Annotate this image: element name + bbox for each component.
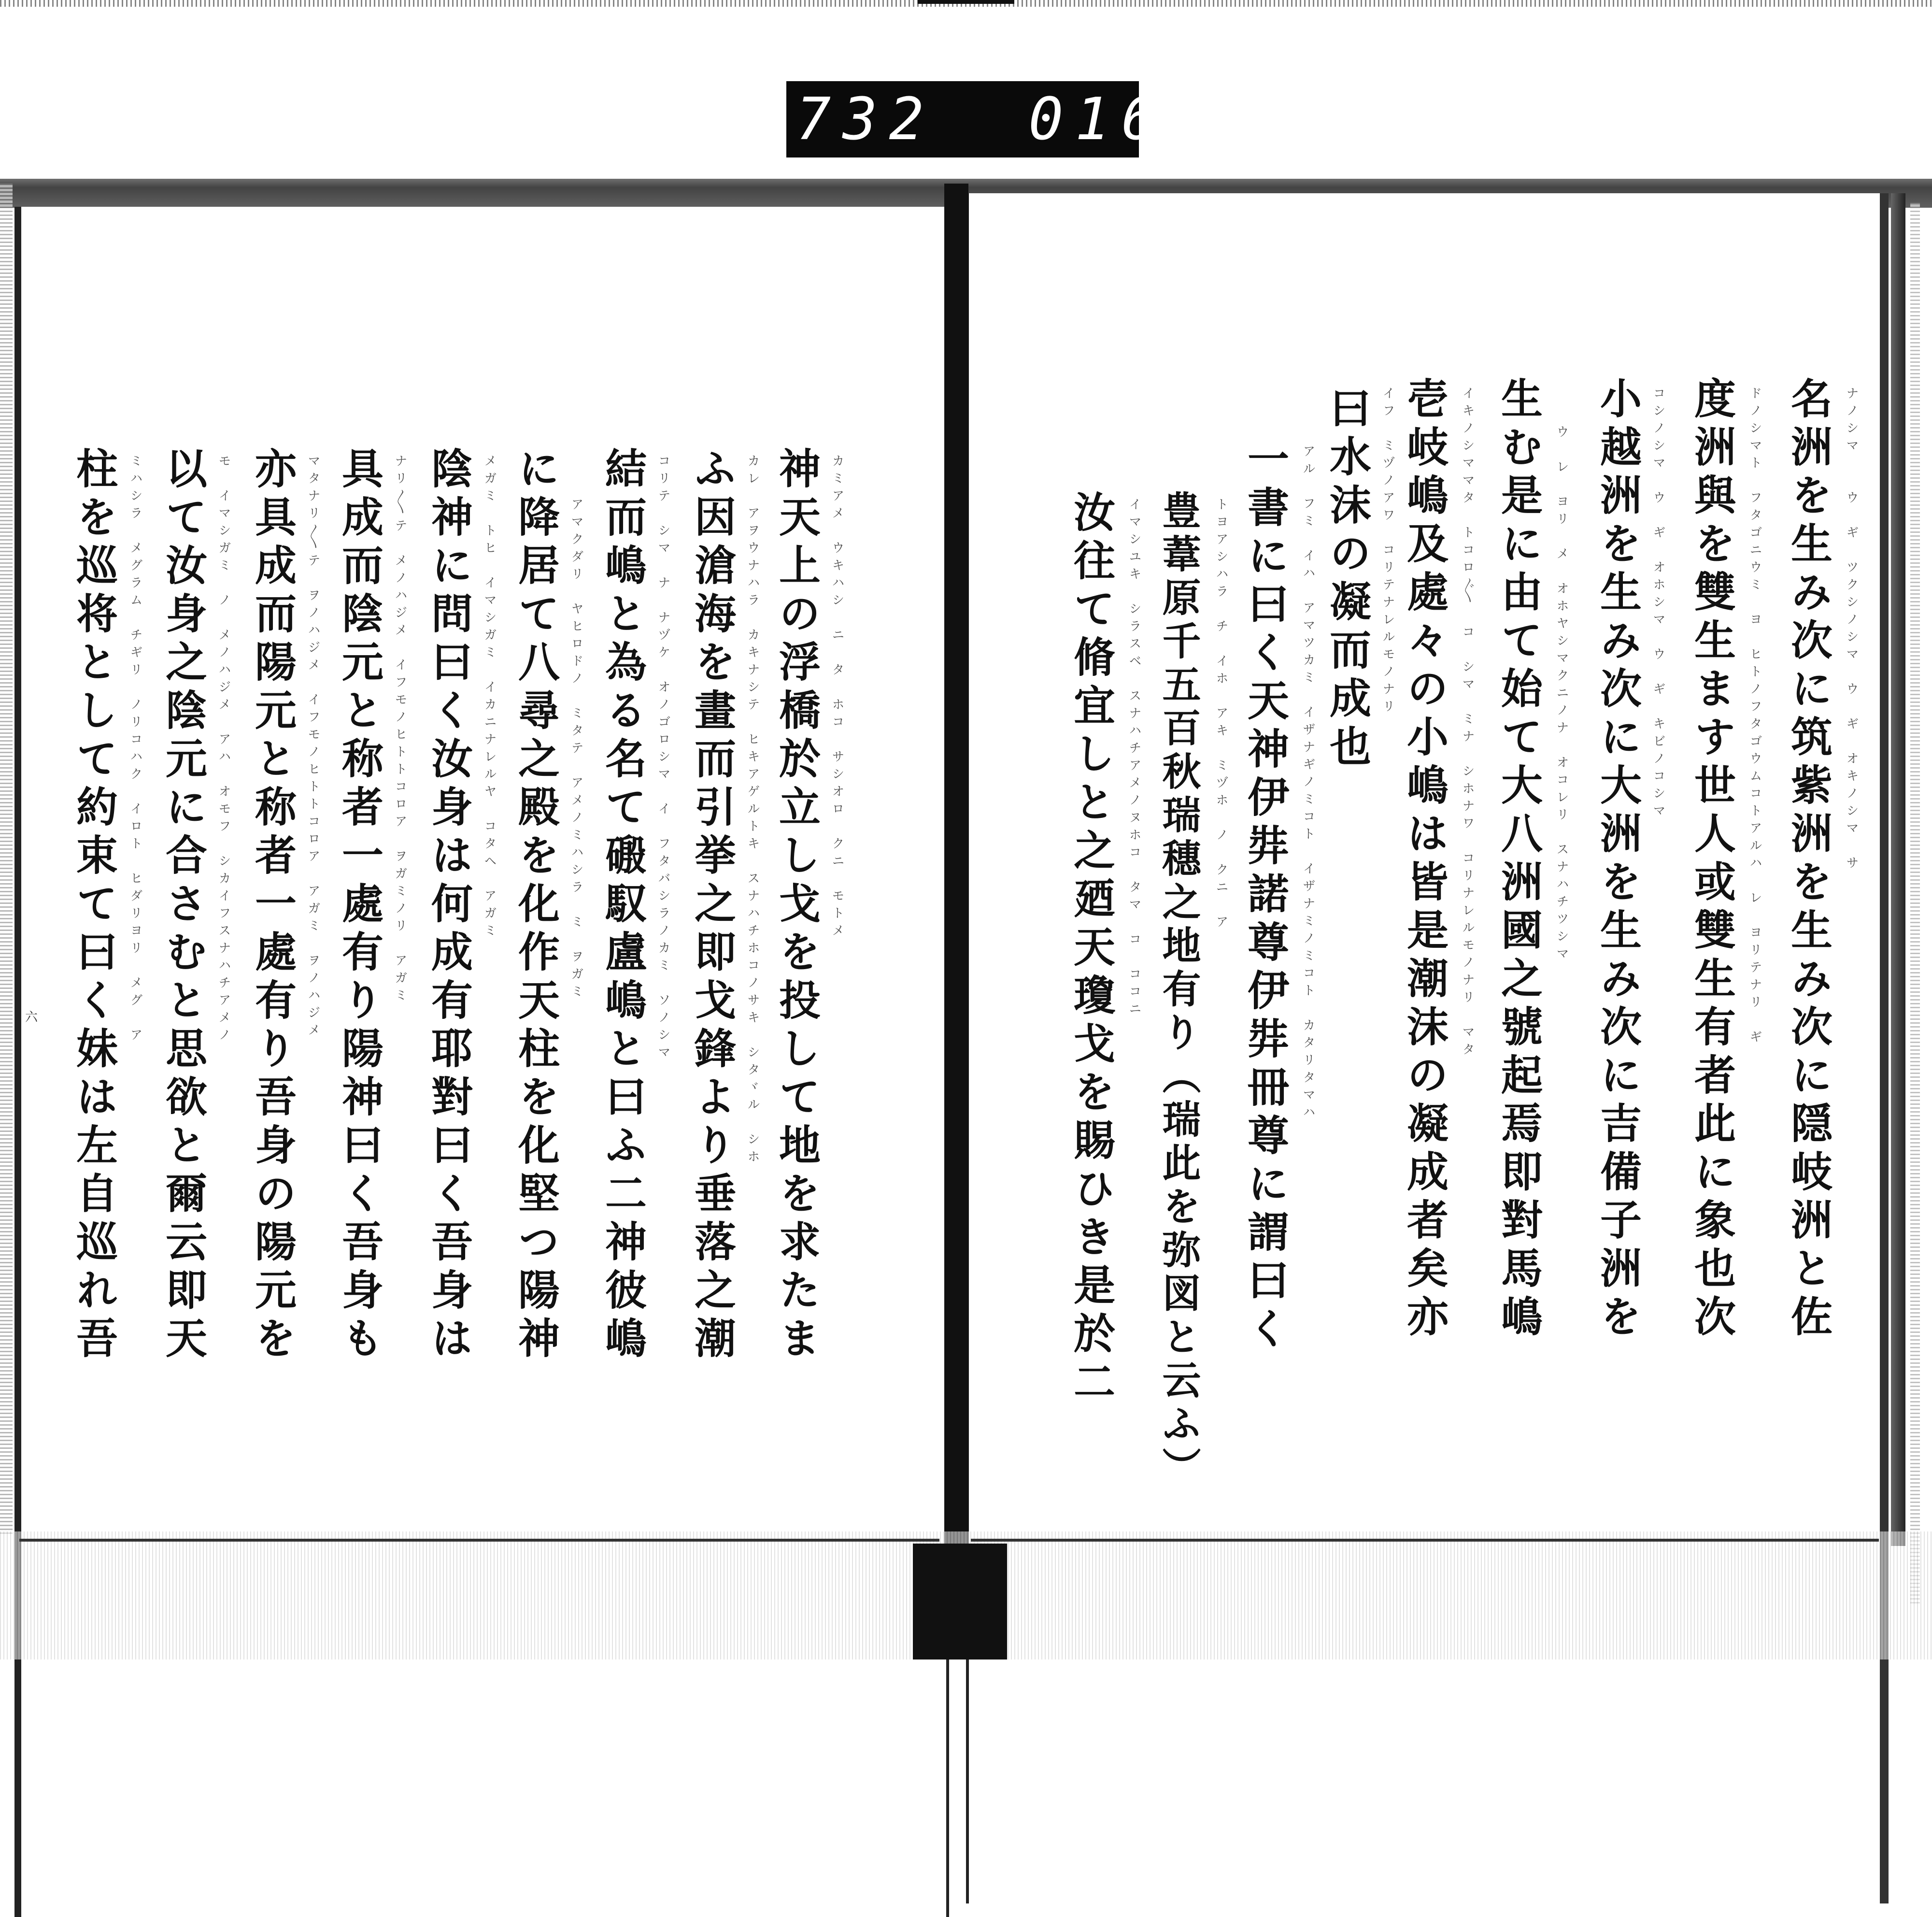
furigana: ナリ〳〵テ メノハジメ イフモノヒトトコロア ヲガミノリ アガミ [393, 454, 407, 1006]
scan-id-text: 732 016 [796, 86, 1168, 153]
right-page-column: 壱岐嶋及處々の小嶋は皆是潮沫の凝成者矣亦 [1400, 377, 1449, 1343]
right-page-bottom-edge [971, 1539, 1879, 1542]
furigana: マタナリ〳〵テ ヲノハジメ イフモノヒトトコロア アガミ ヲノハジメ [306, 454, 320, 1041]
scan-id-label [786, 81, 1168, 157]
page-number-mark: 六 [25, 1010, 38, 1025]
book-left-edge [0, 184, 13, 1536]
left-page-column: 柱を巡将として約束て曰く妹は左自巡れ吾 [69, 447, 118, 1365]
scan-edge-block [918, 0, 1014, 4]
right-page-column: 曰水沫の凝而成也 [1322, 386, 1371, 773]
left-page-column: 亦具成而陽元と称者一處有り吾身の陽元を [248, 447, 297, 1365]
book-gutter [944, 184, 968, 1659]
furigana: イマシユキ シラスベ スナハチアメノヌホコ タマ コ ココニ [1127, 498, 1141, 1019]
furigana: カレ アヲウナハラ カキナシテ ヒキアゲルトキ スナハチホコノサキ シタヾル シホ [745, 454, 760, 1167]
furigana: ウ レ ヨリ メ オホヤシマクニノナ オコレリ スナハチツシマ [1554, 425, 1569, 964]
furigana: カミアメ ウキハシ ニ タ ホコ サシオロ クニ モトメ [830, 454, 844, 941]
left-page-bottom-edge [19, 1539, 939, 1542]
right-page-column: 小越洲を生み次に大洲を生み次に吉備子洲を [1593, 377, 1642, 1343]
furigana: イキノシママタ トコロ〲 コ シマ ミナ シホナワ コリナレルモノナリ マタ [1460, 386, 1475, 1060]
right-page-column: 汝往て脩宜しと之廼天瓊戈を賜ひき是於二 [1066, 490, 1115, 1408]
furigana: ミハシラ メグラム チギリ ノリコハク イロト ヒダリヨリ メグ ア [128, 454, 142, 1045]
furigana: コシノシマ ウ ギ オホシマ ウ ギ キビノコシマ [1651, 386, 1665, 821]
book-right-page-edges [1910, 203, 1920, 1604]
book-right-edge [1891, 193, 1905, 1546]
scan-bottom-block [913, 1544, 1007, 1659]
furigana: トヨアシハラ チ イホ アキ ミヅホ ノ クニ ア [1214, 498, 1228, 932]
right-page-column: 生む是に由て始て大八洲國之號起焉即對馬嶋 [1494, 377, 1543, 1343]
furigana: ナノシマ ウ ギ ツクシノシマ ウ ギ オキノシマ サ [1844, 386, 1859, 873]
furigana: メガミ トヒ イマシガミ イカニナレルヤ コタヘ アガミ [482, 454, 497, 941]
furigana: モ イマシガミ ノ メノハジメ アハ オモフ シカイフスナハチアメノ [216, 454, 231, 1045]
furigana: コリテ シマ ナ ナヅケ オノゴロシマ イ フタバシラノカミ ソノシマ [656, 454, 670, 1063]
left-page-column: 具成而陰元と称者一處有り陽神曰く吾身も [335, 447, 384, 1365]
left-page-column: に降居て八尋之殿を化作天柱を化堅つ陽神 [511, 447, 560, 1365]
right-page-column: 名洲を生み次に筑紫洲を生み次に隠岐洲と佐 [1784, 377, 1833, 1343]
furigana: イフ ミヅノアワ コリテナレルモノナリ [1380, 386, 1395, 717]
furigana: ドノシマト フタゴニウミ ヨ ヒトノフタゴウムコトアルハ レ ヨリテナリ ギ [1747, 386, 1762, 1047]
right-page-column: 一書に曰く天神伊弉諾尊伊弉冊尊に謂曰く [1240, 437, 1289, 1355]
left-page-column: 神天上の浮橋於立し戈を投して地を求たま [772, 447, 821, 1365]
furigana: アル フミ イハ アマツカミ イザナギノミコト イザナミノミコト カタリタマハ [1301, 444, 1315, 1123]
furigana: アマクダリ ヤヒロドノ ミタテ アメノミハシラ ミ ヲガミ [569, 498, 583, 1002]
right-page-column: 度洲與を雙生ます世人或雙生有者此に象也次 [1687, 377, 1736, 1343]
left-page-column: ふ因滄海を畫而引挙之即戈鋒より垂落之潮 [687, 447, 736, 1365]
left-page-column: 陰神に問曰く汝身は何成有耶對曰く吾身は [424, 447, 473, 1365]
left-page-column: 以て汝身之陰元に合さむと思欲と爾云即天 [158, 447, 207, 1365]
right-page-column: 豊葦原千五百秋瑞穗之地有り（瑞此を弥図と云ふ） [1156, 490, 1201, 1490]
left-page-column: 結而嶋と為る名て磤馭盧嶋と曰ふ二神彼嶋 [598, 447, 647, 1365]
